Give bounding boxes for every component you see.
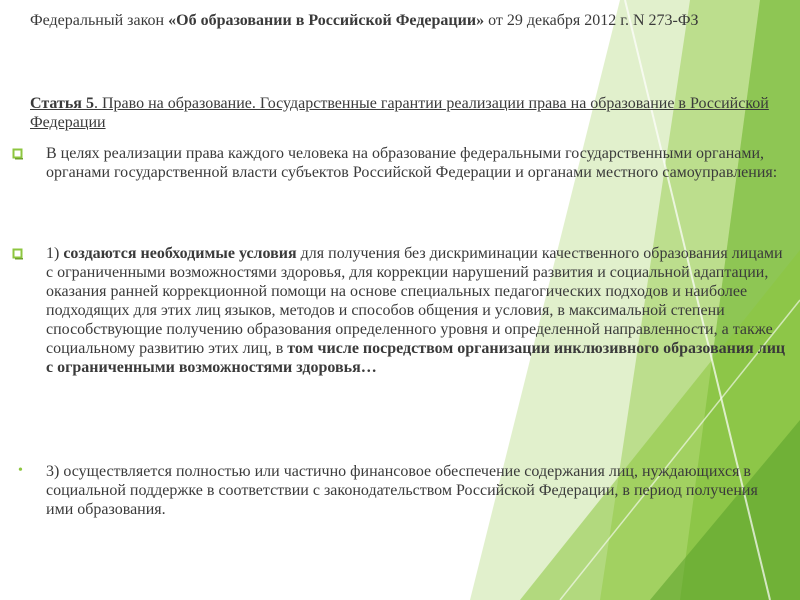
item-1-text: для получения без дискриминации качественного образования лицами с ограниченными возможностями здоровья, для коррекции нарушений развития и социальной адаптации, оказания ранней коррекционной помощи на основе специальных педагогических подходов и наиболее подходящих для этих лиц языков, методов и способов общения и условия, в максимальной степени способствующие получению образования определенного уровня и определенной направленности, а также социальному развитию этих лиц, в	[46, 245, 783, 357]
law-header	[30, 11, 800, 31]
paragraph-item-3	[46, 462, 786, 519]
hollow-square-bullet-icon	[12, 148, 24, 160]
header-suffix: от 29 декабря 2012 г. N 273-ФЗ	[484, 12, 699, 29]
paragraph-item-1	[46, 244, 786, 377]
article-title: . Право на образование. Государственные гарантии реализации права на образование в Российской Федерации	[30, 95, 769, 131]
article-heading	[30, 94, 770, 132]
dot-bullet-icon: •	[18, 463, 23, 478]
paragraph-intro	[46, 144, 786, 182]
paragraph-intro-text: В целях реализации права каждого человека на образование федеральными государственными органами, органами государственной власти субъектов Российской Федерации и органами местного самоуправления:	[46, 145, 778, 181]
law-title: «Об образовании в Российской Федерации»	[168, 12, 485, 29]
item-1-bold-lead: создаются необходимые условия	[63, 245, 297, 262]
item-3-text: 3) осуществляется полностью или частично финансовое обеспечение содержания лиц, нуждающихся в социальной поддержке в соответствии с законодательством Российской Федерации, в период получения ими образования.	[46, 463, 758, 518]
item-1-bold-tail: том числе посредством организации инклюзивного образования лиц с ограниченными возможностями здоровья…	[46, 340, 786, 376]
item-1-number: 1)	[46, 245, 64, 262]
hollow-square-bullet-icon	[12, 248, 24, 260]
article-label: Статья 5	[30, 95, 94, 112]
header-prefix: Федеральный закон	[30, 12, 169, 29]
